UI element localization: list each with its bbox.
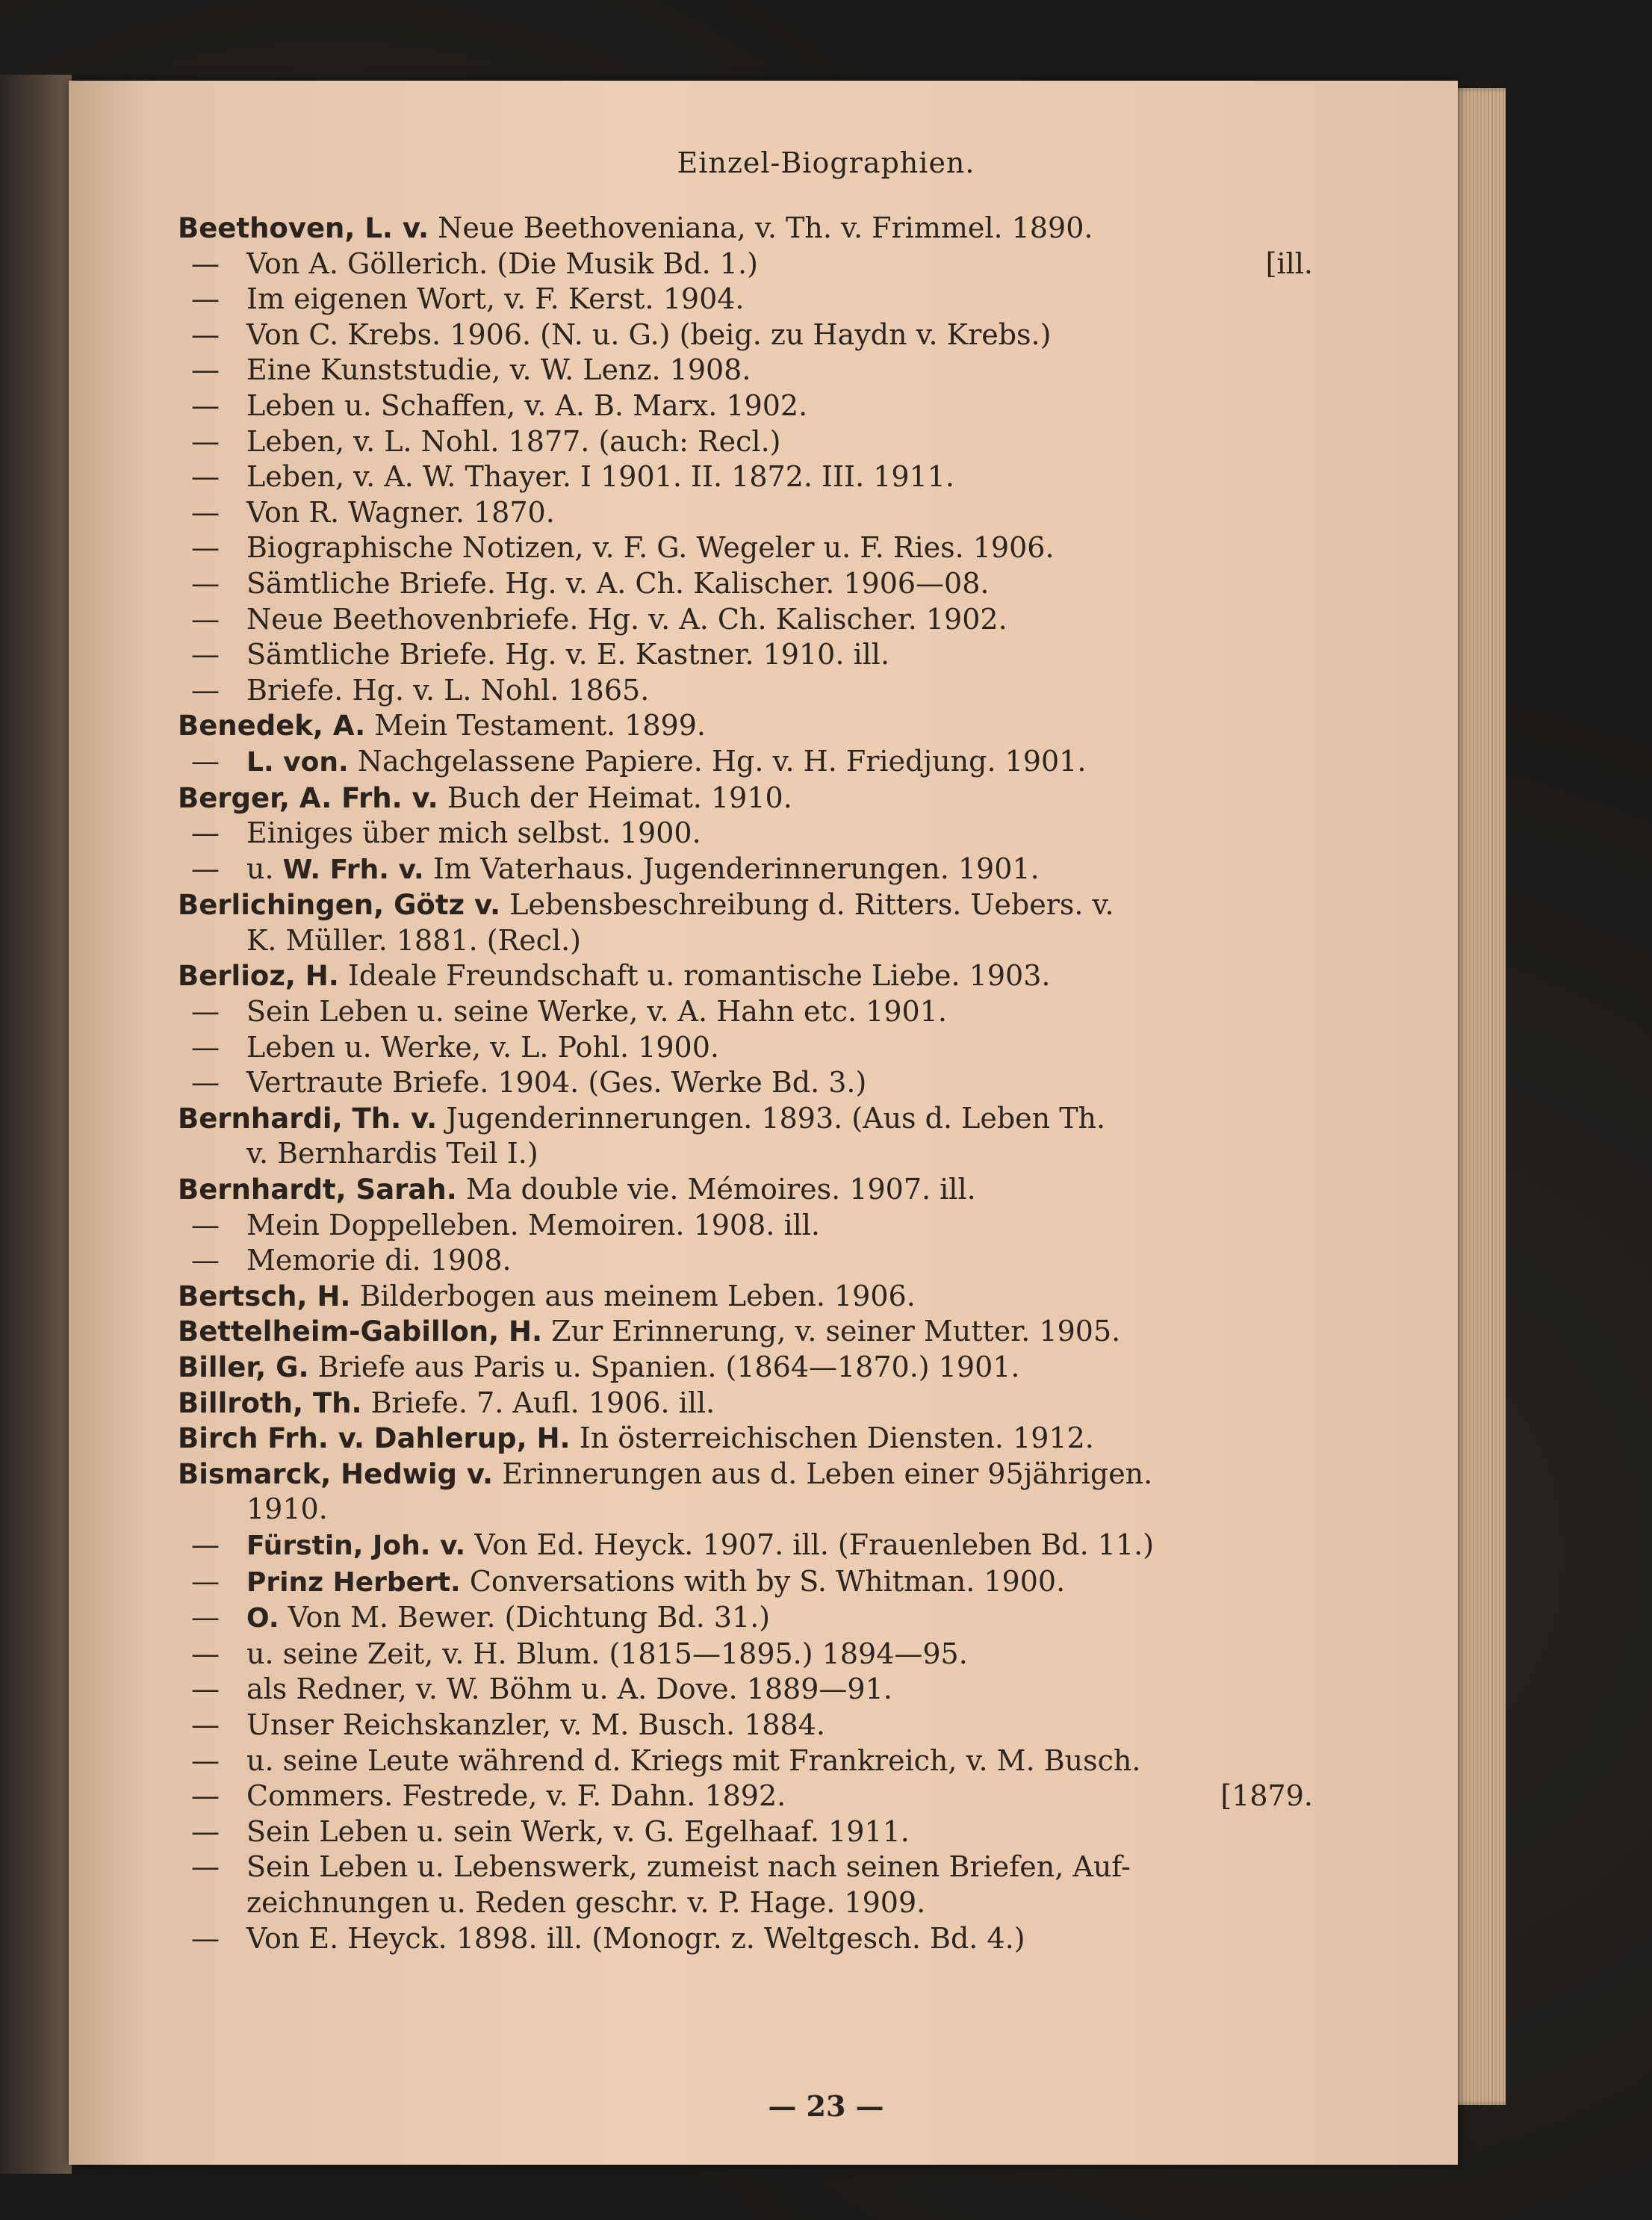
entry-text: Von A. Göllerich. (Die Musik Bd. 1.) <box>246 247 758 280</box>
subentry-line <box>178 1708 1313 1743</box>
entry-text: Mein Doppelleben. Memoiren. 1908. ill. <box>246 1208 820 1241</box>
entry-text: Bilderbogen aus meinem Leben. 1906. <box>359 1279 916 1312</box>
entry-list <box>178 211 1313 1956</box>
subentry-line <box>178 282 1313 317</box>
entry-author: Billroth, Th. <box>178 1386 362 1419</box>
entry-text: Buch der Heimat. 1910. <box>447 781 792 814</box>
ditto-dash: — <box>191 566 220 600</box>
entry-text: Vertraute Briefe. 1904. (Ges. Werke Bd. 3.) <box>246 1066 867 1100</box>
subentry-line <box>178 1779 1313 1814</box>
entry-line <box>178 708 1313 744</box>
page-number: — 23 — <box>768 2089 884 2123</box>
ditto-dash: — <box>191 852 220 885</box>
entry-author: Birch Frh. v. Dahlerup, H. <box>178 1422 571 1455</box>
entry-prefix: u. <box>246 852 274 885</box>
entry-text: u. seine Zeit, v. H. Blum. (1815—1895.) 1894—95. <box>246 1637 968 1670</box>
entry-overflow: [1879. <box>1220 1779 1313 1813</box>
subentry-line <box>178 1814 1313 1850</box>
subentry-line <box>178 637 1313 673</box>
entry-line <box>178 1350 1313 1386</box>
ditto-dash: — <box>191 1779 220 1813</box>
ditto-dash: — <box>191 1528 220 1561</box>
subentry-line <box>178 744 1313 781</box>
entry-text: als Redner, v. W. Böhm u. A. Dove. 1889—91. <box>246 1672 892 1706</box>
subentry-line <box>178 353 1313 388</box>
ditto-dash: — <box>191 1850 220 1884</box>
entry-subject: W. Frh. v. <box>282 854 424 885</box>
entry-line <box>178 887 1313 923</box>
entry-line <box>178 1421 1313 1457</box>
subentry-line <box>178 1743 1313 1779</box>
ditto-dash: — <box>191 1601 220 1634</box>
subentry-line <box>178 816 1313 852</box>
subentry-line <box>178 566 1313 602</box>
ditto-dash: — <box>191 638 220 672</box>
subentry-line <box>178 388 1313 424</box>
entry-text: Leben, v. A. W. Thayer. I 1901. II. 1872. III. 1911. <box>246 460 955 494</box>
entry-text: Im Vaterhaus. Jugenderinnerungen. 1901. <box>432 852 1040 885</box>
entry-text: Briefe. Hg. v. L. Nohl. 1865. <box>246 673 650 707</box>
entry-line <box>178 1101 1313 1137</box>
entry-author: Bernhardt, Sarah. <box>178 1173 457 1206</box>
entry-text: Commers. Festrede, v. F. Dahn. 1892. <box>246 1779 786 1813</box>
entry-text: Sämtliche Briefe. Hg. v. E. Kastner. 1910. ill. <box>246 638 890 672</box>
ditto-dash: — <box>191 1743 220 1777</box>
entry-text: Biographische Notizen, v. F. G. Wegeler u. F. Ries. 1906. <box>246 531 1055 565</box>
subentry-line <box>178 1065 1313 1101</box>
entry-text: Leben u. Werke, v. L. Pohl. 1900. <box>246 1030 719 1064</box>
entry-subject: Prinz Herbert. <box>246 1566 461 1598</box>
ditto-dash: — <box>191 744 220 778</box>
ditto-dash: — <box>191 995 220 1029</box>
entry-text: 1910. <box>246 1492 328 1526</box>
ditto-dash: — <box>191 495 220 529</box>
entry-text: Von R. Wagner. 1870. <box>246 495 555 529</box>
ditto-dash: — <box>191 460 220 494</box>
entry-text: Briefe. 7. Aufl. 1906. ill. <box>370 1386 715 1419</box>
entry-text: Mein Testament. 1899. <box>374 709 706 742</box>
entry-text: Sein Leben u. sein Werk, v. G. Egelhaaf. 1911. <box>246 1814 910 1848</box>
entry-line <box>178 1386 1313 1421</box>
entry-subject: Fürstin, Joh. v. <box>246 1530 466 1561</box>
ditto-dash: — <box>191 816 220 850</box>
subentry-line <box>178 1637 1313 1672</box>
subentry-line <box>178 602 1313 638</box>
subentry-line <box>178 1672 1313 1708</box>
entry-text: Einiges über mich selbst. 1900. <box>246 816 701 850</box>
running-head: Einzel-Biographien. <box>677 146 975 179</box>
entry-author: Berger, A. Frh. v. <box>178 781 438 814</box>
ditto-dash: — <box>191 1921 220 1955</box>
ditto-dash: — <box>191 1637 220 1670</box>
entry-subject: O. <box>246 1603 279 1634</box>
entry-text: Sein Leben u. Lebenswerk, zumeist nach seinen Briefen, Auf- <box>246 1850 1131 1884</box>
entry-author: Bertsch, H. <box>178 1280 351 1312</box>
entry-text: Neue Beethoveniana, v. Th. v. Frimmel. 1890. <box>438 211 1093 244</box>
ditto-dash: — <box>191 1814 220 1848</box>
ditto-dash: — <box>191 1244 220 1277</box>
entry-author: Berlichingen, Götz v. <box>178 889 501 922</box>
entry-line <box>178 1457 1313 1492</box>
entry-text: Briefe aus Paris u. Spanien. (1864—1870.) 1901. <box>317 1351 1020 1383</box>
subentry-line <box>178 317 1313 353</box>
entry-text: Erinnerungen aus d. Leben einer 95jährigen. <box>502 1457 1153 1490</box>
subentry-line <box>178 994 1313 1030</box>
entry-author: Biller, G. <box>178 1351 309 1383</box>
ditto-dash: — <box>191 1030 220 1064</box>
subentry-line <box>178 1030 1313 1066</box>
entry-text: Ma double vie. Mémoires. 1907. ill. <box>465 1173 976 1206</box>
entry-text: Nachgelassene Papiere. Hg. v. H. Friedjung. 1901. <box>357 744 1087 778</box>
continuation-line <box>178 1136 1313 1172</box>
entry-text: zeichnungen u. Reden geschr. v. P. Hage. 1909. <box>246 1885 926 1919</box>
entry-text: Von M. Bewer. (Dichtung Bd. 31.) <box>288 1601 771 1634</box>
entry-line <box>178 1172 1313 1208</box>
ditto-dash: — <box>191 1672 220 1706</box>
entry-author: Bettelheim-Gabillon, H. <box>178 1315 543 1348</box>
subentry-line <box>178 424 1313 460</box>
ditto-dash: — <box>191 282 220 316</box>
subentry-line <box>178 1921 1313 1957</box>
continuation-line <box>178 923 1313 959</box>
ditto-dash: — <box>191 1564 220 1598</box>
entry-overflow: [ill. <box>1265 247 1313 280</box>
ditto-dash: — <box>191 531 220 565</box>
subentry-line <box>178 1528 1313 1564</box>
entry-line <box>178 781 1313 816</box>
ditto-dash: — <box>191 317 220 351</box>
continuation-line <box>178 1885 1313 1921</box>
subentry-line <box>178 247 1313 282</box>
entry-line <box>178 1279 1313 1315</box>
entry-text: u. seine Leute während d. Kriegs mit Frankreich, v. M. Busch. <box>246 1743 1141 1777</box>
entry-author: Bernhardi, Th. v. <box>178 1102 438 1135</box>
continuation-line <box>178 1492 1313 1528</box>
subentry-line <box>178 1564 1313 1601</box>
ditto-dash: — <box>191 673 220 707</box>
entry-line <box>178 1314 1313 1350</box>
entry-text: Leben u. Schaffen, v. A. B. Marx. 1902. <box>246 388 808 422</box>
ditto-dash: — <box>191 424 220 458</box>
entry-text: Neue Beethovenbriefe. Hg. v. A. Ch. Kalischer. 1902. <box>246 602 1007 636</box>
subentry-line <box>178 495 1313 531</box>
entry-text: Von E. Heyck. 1898. ill. (Monogr. z. Weltgesch. Bd. 4.) <box>246 1921 1025 1955</box>
entry-author: Bismarck, Hedwig v. <box>178 1457 494 1490</box>
entry-author: Benedek, A. <box>178 710 366 742</box>
entry-text: Von C. Krebs. 1906. (N. u. G.) (beig. zu Haydn v. Krebs.) <box>246 317 1052 351</box>
book-gutter <box>0 75 72 2174</box>
subentry-line <box>178 1600 1313 1637</box>
entry-text: v. Bernhardis Teil I.) <box>246 1137 538 1171</box>
subentry-line <box>178 852 1313 888</box>
entry-text: Lebensbeschreibung d. Ritters. Uebers. v. <box>509 888 1114 922</box>
entry-line <box>178 211 1313 247</box>
entry-author: Berlioz, H. <box>178 960 339 993</box>
entry-text: Eine Kunststudie, v. W. Lenz. 1908. <box>246 353 751 387</box>
entry-text: Memorie di. 1908. <box>246 1244 512 1277</box>
entry-line <box>178 958 1313 994</box>
entry-text: Von Ed. Heyck. 1907. ill. (Frauenleben Bd. 11.) <box>474 1528 1155 1561</box>
entry-text: Sein Leben u. seine Werke, v. A. Hahn etc. 1901. <box>246 995 947 1029</box>
subentry-line <box>178 530 1313 566</box>
entry-text: Unser Reichskanzler, v. M. Busch. 1884. <box>246 1708 825 1741</box>
subentry-line <box>178 459 1313 495</box>
subentry-line <box>178 1850 1313 1885</box>
entry-text: Conversations with by S. Whitman. 1900. <box>469 1564 1066 1598</box>
entry-text: Sämtliche Briefe. Hg. v. A. Ch. Kalischer. 1906—08. <box>246 566 990 600</box>
entry-text: Im eigenen Wort, v. F. Kerst. 1904. <box>246 282 745 316</box>
ditto-dash: — <box>191 1066 220 1100</box>
ditto-dash: — <box>191 388 220 422</box>
ditto-dash: — <box>191 1708 220 1741</box>
entry-text: Leben, v. L. Nohl. 1877. (auch: Recl.) <box>246 424 781 458</box>
entry-text: Zur Erinnerung, v. seiner Mutter. 1905. <box>551 1315 1121 1348</box>
entry-text: K. Müller. 1881. (Recl.) <box>246 923 582 957</box>
entry-author: Beethoven, L. v. <box>178 212 429 244</box>
ditto-dash: — <box>191 602 220 636</box>
entry-text: Ideale Freundschaft u. romantische Liebe. 1903. <box>347 959 1051 993</box>
subentry-line <box>178 673 1313 709</box>
entry-text: Jugenderinnerungen. 1893. (Aus d. Leben Th. <box>446 1101 1106 1135</box>
ditto-dash: — <box>191 247 220 280</box>
subentry-line <box>178 1208 1313 1244</box>
ditto-dash: — <box>191 353 220 387</box>
subentry-line <box>178 1243 1313 1279</box>
ditto-dash: — <box>191 1208 220 1241</box>
entry-subject: L. von. <box>246 746 349 778</box>
entry-text: In österreichischen Diensten. 1912. <box>579 1421 1094 1455</box>
